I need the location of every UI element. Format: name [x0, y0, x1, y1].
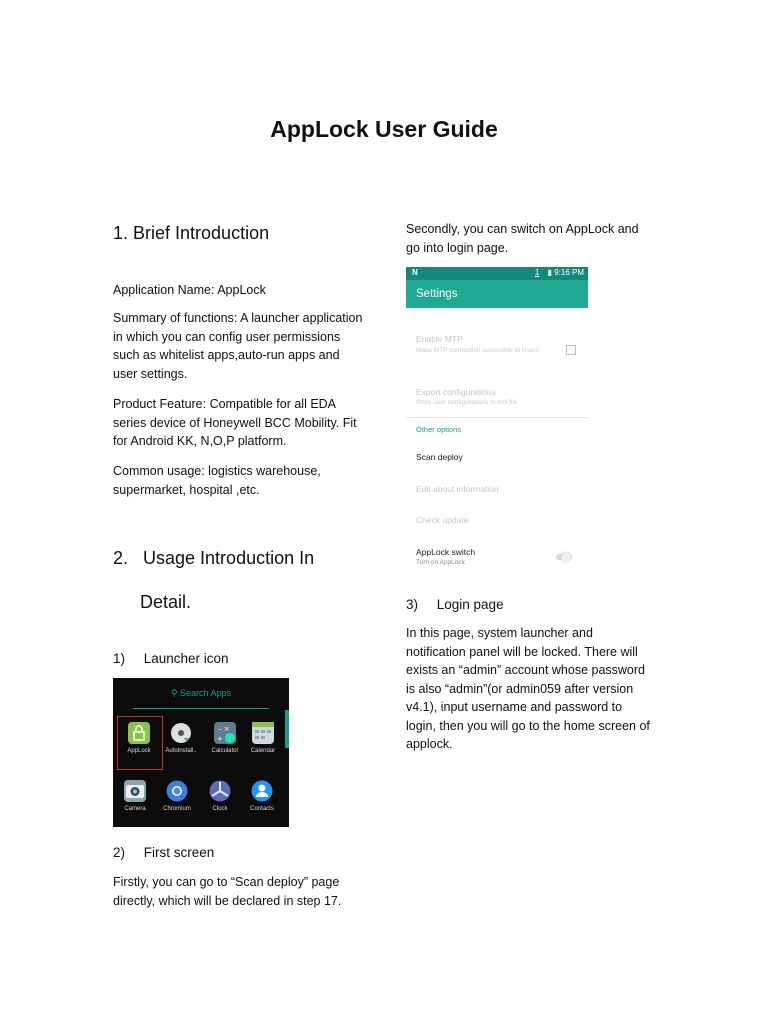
login-page-text: In this page, system launcher and notification panel will be locked. There will exists an “admin” account whose password is also “admin”(or admin059 after version v4.1), input username and password to login, then you will go to the home screen of applock.: [406, 626, 650, 751]
camera-icon: [124, 780, 146, 802]
first-screen-heading: 2) First screen: [113, 845, 215, 860]
sim-indicator: 1: [534, 268, 540, 277]
launcher-icon-heading: 1) Launcher icon: [113, 651, 229, 666]
applock-toggle[interactable]: [556, 554, 572, 560]
app-label: AutoInstall..: [165, 748, 197, 754]
status-bar: [406, 267, 588, 280]
calculator-icon: [214, 722, 236, 744]
app-applock[interactable]: [119, 722, 159, 754]
contacts-icon: [251, 780, 273, 802]
edit-about-item[interactable]: Edit about information: [416, 484, 499, 494]
feature-text: Product Feature: Compatible for all EDA series device of Honeywell BCC Mobility. Fit for Android KK, N,O,P platform.: [113, 397, 357, 448]
app-label: Calendar: [250, 748, 276, 754]
summary-text: Summary of functions: A launcher application in which you can config user permissions such as whitelist apps,auto-run apps and user settings.: [113, 311, 363, 381]
export-configurations-subtitle: Store user configurations to xml file: [416, 399, 518, 406]
applock-switch-subtitle: Turn on AppLock: [416, 559, 465, 566]
settings-app-bar: [406, 280, 588, 308]
export-configurations-title: Export configurations: [416, 387, 496, 397]
clock-icon: [209, 780, 231, 802]
app-clock[interactable]: [200, 780, 240, 812]
app-calculator[interactable]: [205, 722, 245, 754]
search-apps-bar[interactable]: [113, 688, 289, 699]
svg-text:+: +: [217, 735, 223, 743]
login-page-heading: 3) Login page: [406, 597, 504, 612]
app-name-text: Application Name: AppLock: [113, 283, 266, 297]
scroll-indicator: [285, 710, 289, 748]
other-options-header: Other options: [416, 425, 462, 434]
app-camera[interactable]: [115, 780, 155, 812]
launcher-screenshot: [113, 678, 289, 827]
first-screen-text: Firstly, you can go to “Scan deploy” page directly, which will be declared in step 17.: [113, 875, 342, 908]
settings-screenshot: [406, 267, 588, 573]
status-right: [535, 268, 584, 277]
notification-icon: N: [412, 268, 418, 277]
app-autoinstall[interactable]: [161, 722, 201, 754]
app-label: Calculator: [211, 748, 239, 754]
status-time: 9:16 PM: [554, 268, 584, 277]
chromium-icon: [166, 780, 188, 802]
secondly-text: Secondly, you can switch on AppLock and go into login page.: [406, 222, 639, 255]
applock-switch-title: AppLock switch: [416, 547, 476, 557]
enable-mtp-title: Enable MTP: [416, 334, 463, 344]
calendar-icon: [252, 722, 274, 744]
usage-text: Common usage: logistics warehouse, supermarket, hospital ,etc.: [113, 464, 321, 497]
enable-mtp-subtitle: Make MTP connection accessible to Users: [416, 347, 539, 354]
enable-mtp-checkbox[interactable]: [566, 345, 576, 355]
app-calendar[interactable]: [243, 722, 283, 754]
app-chromium[interactable]: [157, 780, 197, 812]
app-label: Camera: [124, 806, 146, 812]
section2-heading-line1: 2. Usage Introduction In: [113, 548, 315, 568]
section2-heading-line2: Detail.: [140, 592, 192, 612]
section-divider: [406, 417, 588, 418]
app-label: Clock: [212, 806, 228, 812]
toggle-knob: [561, 552, 571, 562]
app-contacts[interactable]: [242, 780, 282, 812]
search-apps-label: Search Apps: [180, 688, 232, 698]
app-label: AppLock: [127, 748, 151, 754]
search-underline: [133, 708, 269, 709]
section1-heading: 1. Brief Introduction: [113, 223, 270, 243]
settings-title: Settings: [416, 288, 458, 300]
battery-icon: ▮: [547, 268, 552, 277]
search-icon: ⚲: [170, 688, 178, 698]
app-label: Chromium: [163, 806, 191, 812]
document-title: AppLock User Guide: [270, 116, 498, 142]
svg-text:– ×: – ×: [218, 725, 230, 733]
lock-icon: [128, 722, 150, 744]
scan-deploy-item[interactable]: Scan deploy: [416, 452, 463, 462]
disc-icon: [170, 722, 192, 744]
check-update-item[interactable]: Check update: [416, 515, 469, 525]
app-label: Contacts: [250, 806, 274, 812]
